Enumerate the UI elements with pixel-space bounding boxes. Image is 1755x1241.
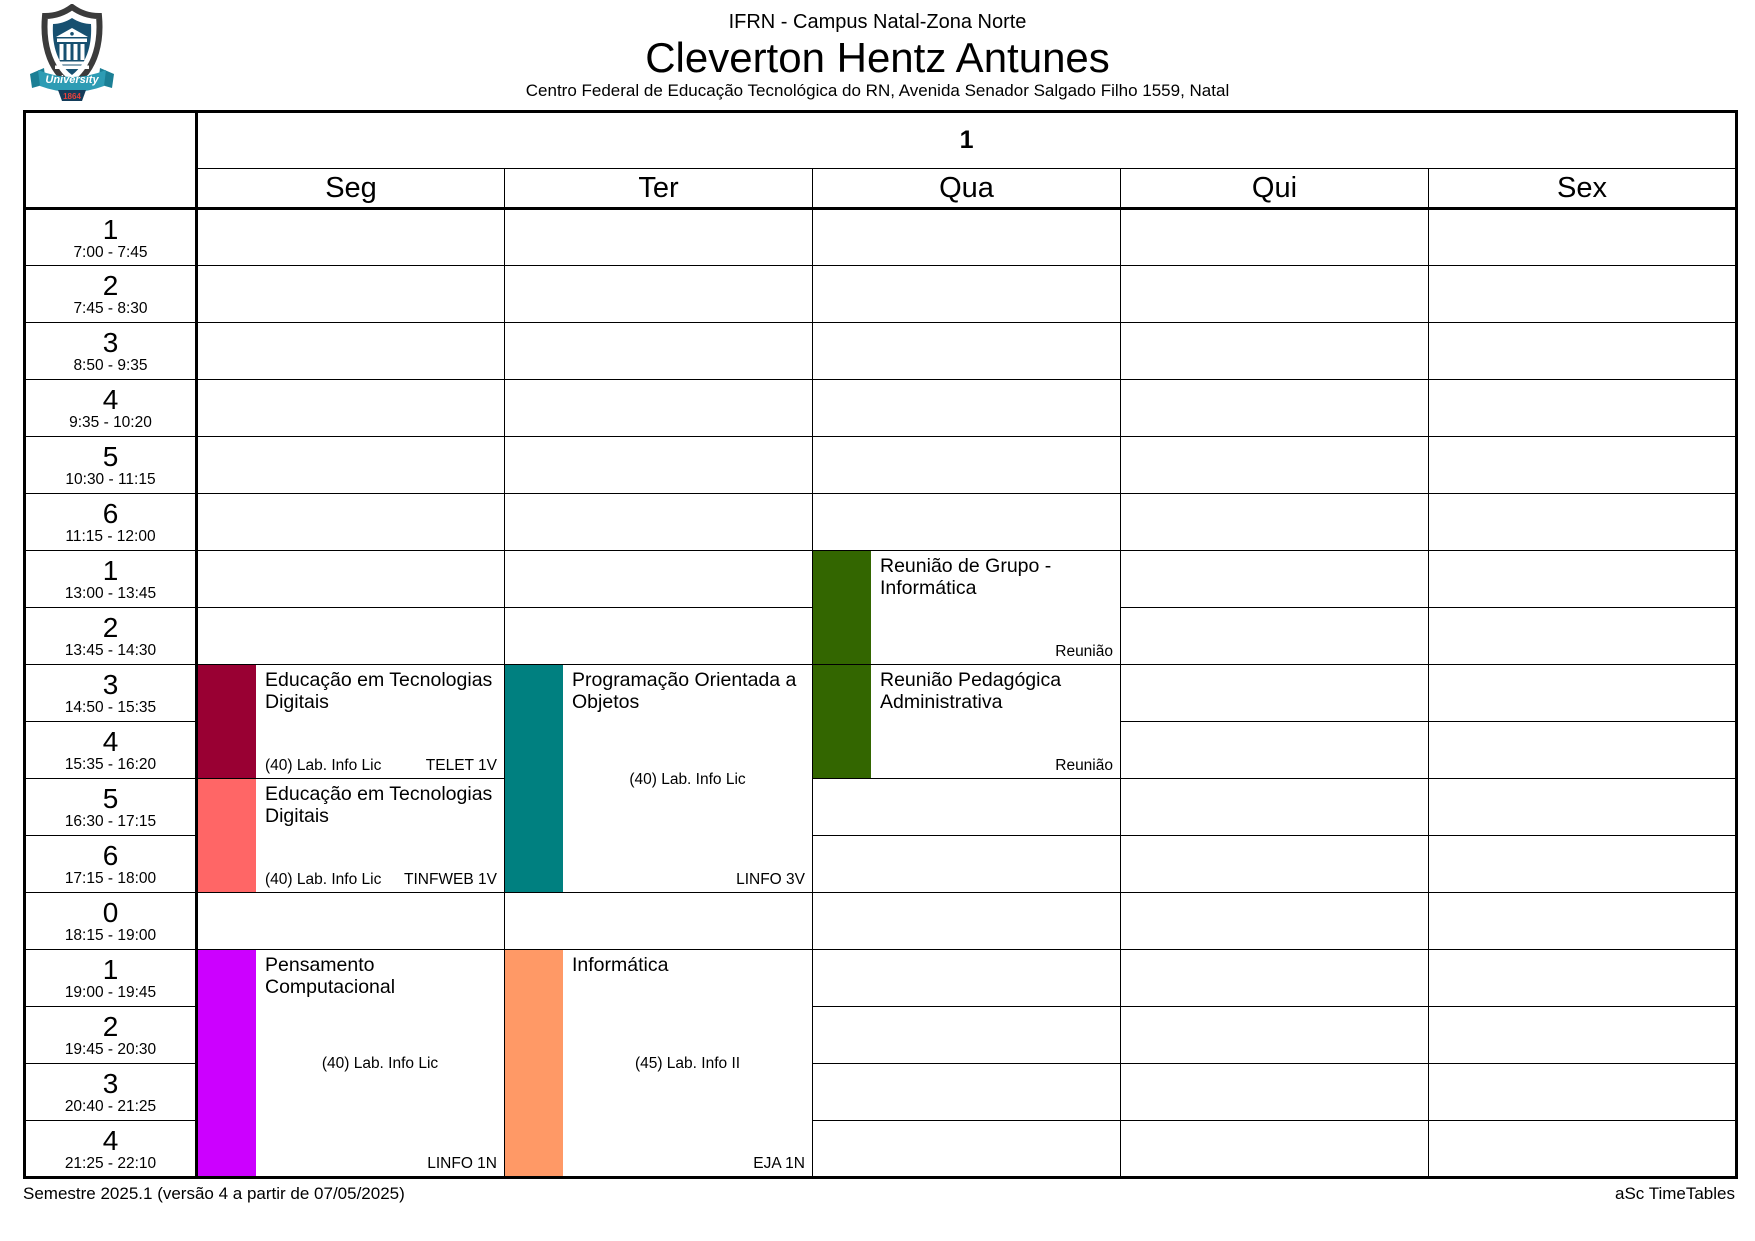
- empty-slot: [197, 266, 505, 323]
- empty-slot: [505, 209, 813, 266]
- empty-slot: [505, 893, 813, 950]
- empty-slot: [1429, 323, 1737, 380]
- footer-semester: Semestre 2025.1 (versão 4 a partir de 07/05/2025): [23, 1184, 405, 1203]
- corner-cell: [25, 112, 197, 209]
- empty-slot: [1121, 608, 1429, 665]
- empty-slot: [505, 494, 813, 551]
- logo-banner-text: University: [45, 74, 99, 86]
- event-color-bar: [198, 779, 256, 892]
- period-label: [25, 1121, 197, 1178]
- report-header: [0, 0, 1755, 101]
- empty-slot: [1121, 1064, 1429, 1121]
- event-title: Reunião de Grupo - Informática: [880, 555, 1052, 599]
- period-label: [25, 779, 197, 836]
- empty-slot: [505, 437, 813, 494]
- event-title: Programação Orientada a Objetos: [572, 669, 797, 713]
- period-time: 20:40 - 21:25: [64, 1098, 157, 1115]
- group-header: 1: [197, 112, 1737, 169]
- empty-slot: [813, 209, 1121, 266]
- empty-slot: [813, 1007, 1121, 1064]
- period-label: [25, 209, 197, 266]
- period-label: [25, 1064, 197, 1121]
- event-cell: [505, 950, 813, 1178]
- empty-slot: [197, 323, 505, 380]
- university-logo: [24, 4, 120, 108]
- period-label: [25, 722, 197, 779]
- logo-year-text: 1864: [63, 92, 81, 101]
- period-number: 5: [102, 783, 119, 814]
- period-number: 2: [102, 612, 119, 643]
- event-cell: [197, 950, 505, 1178]
- empty-slot: [197, 551, 505, 608]
- period-label: [25, 380, 197, 437]
- event-color-bar: [813, 665, 871, 778]
- empty-slot: [1121, 836, 1429, 893]
- period-label: [25, 665, 197, 722]
- event-color-bar: [505, 950, 563, 1176]
- event-group: EJA 1N: [753, 1155, 805, 1172]
- empty-slot: [505, 323, 813, 380]
- event-room: (40) Lab. Info Lic: [265, 871, 382, 888]
- empty-slot: [1429, 209, 1737, 266]
- empty-slot: [1121, 893, 1429, 950]
- event-cell: [197, 665, 505, 779]
- event-room: (40) Lab. Info Lic: [265, 757, 382, 774]
- empty-slot: [1429, 1007, 1737, 1064]
- empty-slot: [1121, 551, 1429, 608]
- empty-slot: [197, 893, 505, 950]
- event-group: LINFO 1N: [427, 1155, 497, 1172]
- event-room: (40) Lab. Info Lic: [629, 770, 746, 788]
- event-color-bar: [198, 950, 256, 1176]
- empty-slot: [1429, 494, 1737, 551]
- empty-slot: [1429, 950, 1737, 1007]
- event-title: Educação em Tecnologias Digitais: [265, 669, 493, 713]
- empty-slot: [505, 266, 813, 323]
- event-room: (40) Lab. Info Lic: [321, 1055, 439, 1072]
- period-time: 15:35 - 16:20: [64, 756, 157, 773]
- event-block[interactable]: [198, 950, 504, 1176]
- period-time: 8:50 - 9:35: [73, 357, 148, 374]
- day-header-seg: Seg: [197, 169, 505, 209]
- day-header-ter: Ter: [505, 169, 813, 209]
- empty-slot: [197, 437, 505, 494]
- empty-slot: [505, 380, 813, 437]
- event-room: (45) Lab. Info II: [634, 1055, 741, 1072]
- empty-slot: [813, 494, 1121, 551]
- period-time: 19:00 - 19:45: [64, 984, 157, 1001]
- empty-slot: [1429, 437, 1737, 494]
- empty-slot: [1121, 779, 1429, 836]
- event-block[interactable]: [505, 665, 812, 892]
- empty-slot: [1429, 608, 1737, 665]
- event-block[interactable]: [813, 551, 1120, 664]
- event-group: Reunião: [1055, 757, 1113, 774]
- empty-slot: [813, 1064, 1121, 1121]
- event-cell: [813, 665, 1121, 779]
- empty-slot: [1121, 1007, 1429, 1064]
- empty-slot: [1121, 950, 1429, 1007]
- event-color-bar: [198, 665, 256, 778]
- footer-app-name: aSc TimeTables: [1615, 1184, 1735, 1203]
- timetable: [23, 110, 1738, 1179]
- empty-slot: [1121, 722, 1429, 779]
- period-number: 6: [102, 498, 119, 529]
- empty-slot: [813, 893, 1121, 950]
- period-label: [25, 950, 197, 1007]
- empty-slot: [1121, 437, 1429, 494]
- period-label: [25, 1007, 197, 1064]
- event-block[interactable]: [505, 950, 812, 1176]
- period-time: 7:45 - 8:30: [73, 300, 148, 317]
- event-title: Pensamento Computacional: [265, 954, 396, 998]
- period-label: [25, 266, 197, 323]
- empty-slot: [813, 1121, 1121, 1178]
- period-time: 21:25 - 22:10: [64, 1154, 157, 1172]
- empty-slot: [813, 836, 1121, 893]
- empty-slot: [813, 779, 1121, 836]
- empty-slot: [813, 323, 1121, 380]
- event-title: Educação em Tecnologias Digitais: [265, 783, 493, 827]
- institution-title: IFRN - Campus Natal-Zona Norte: [728, 11, 1027, 33]
- event-block[interactable]: [198, 779, 504, 892]
- period-number: 1: [102, 213, 119, 245]
- day-header-qui: Qui: [1121, 169, 1429, 209]
- empty-slot: [1121, 323, 1429, 380]
- empty-slot: [1429, 722, 1737, 779]
- period-time: 9:35 - 10:20: [69, 414, 152, 431]
- empty-slot: [1429, 893, 1737, 950]
- period-time: 17:15 - 18:00: [64, 870, 157, 887]
- empty-slot: [1121, 380, 1429, 437]
- empty-slot: [1429, 836, 1737, 893]
- event-color-bar: [505, 665, 563, 892]
- day-header-qua: Qua: [813, 169, 1121, 209]
- teacher-name: Cleverton Hentz Antunes: [645, 34, 1110, 81]
- empty-slot: [813, 380, 1121, 437]
- period-number: 4: [102, 384, 119, 415]
- period-number: 3: [102, 1068, 119, 1099]
- empty-slot: [1121, 1121, 1429, 1178]
- empty-slot: [197, 209, 505, 266]
- event-block[interactable]: [198, 665, 504, 778]
- empty-slot: [505, 608, 813, 665]
- period-label: [25, 608, 197, 665]
- event-block[interactable]: [813, 665, 1120, 778]
- event-group: LINFO 3V: [736, 871, 805, 888]
- empty-slot: [1429, 665, 1737, 722]
- period-number: 3: [102, 327, 119, 358]
- period-number: 4: [102, 1124, 119, 1156]
- empty-slot: [1121, 665, 1429, 722]
- empty-slot: [197, 380, 505, 437]
- event-title: Informática: [572, 954, 669, 976]
- period-number: 3: [102, 669, 119, 700]
- period-number: 5: [102, 441, 119, 472]
- event-color-bar: [813, 551, 871, 664]
- empty-slot: [197, 494, 505, 551]
- period-number: 6: [102, 840, 119, 871]
- period-number: 2: [102, 1011, 119, 1042]
- empty-slot: [1121, 266, 1429, 323]
- period-time: 13:00 - 13:45: [64, 585, 157, 602]
- empty-slot: [1429, 380, 1737, 437]
- event-group: Reunião: [1055, 643, 1113, 660]
- empty-slot: [813, 437, 1121, 494]
- period-number: 1: [102, 954, 119, 985]
- empty-slot: [197, 608, 505, 665]
- address-line: Centro Federal de Educação Tecnológica do RN, Avenida Senador Salgado Filho 1559, Natal: [525, 81, 1230, 100]
- empty-slot: [1429, 1121, 1737, 1178]
- period-number: 4: [102, 726, 119, 757]
- empty-slot: [1429, 266, 1737, 323]
- period-time: 13:45 - 14:30: [64, 642, 157, 659]
- period-label: [25, 494, 197, 551]
- period-time: 10:30 - 11:15: [65, 471, 156, 488]
- event-group: TELET 1V: [425, 757, 497, 774]
- period-label: [25, 323, 197, 380]
- empty-slot: [1121, 494, 1429, 551]
- event-cell: [505, 665, 813, 893]
- period-number: 0: [102, 897, 119, 928]
- period-label: [25, 893, 197, 950]
- period-label: [25, 437, 197, 494]
- empty-slot: [813, 266, 1121, 323]
- period-time: 18:15 - 19:00: [64, 927, 157, 944]
- period-label: [25, 836, 197, 893]
- empty-slot: [1429, 779, 1737, 836]
- empty-slot: [813, 950, 1121, 1007]
- day-header-sex: Sex: [1429, 169, 1737, 209]
- event-title: Reunião Pedagógica Administrativa: [880, 669, 1062, 713]
- period-time: 7:00 - 7:45: [73, 243, 148, 261]
- period-time: 19:45 - 20:30: [64, 1041, 157, 1058]
- empty-slot: [505, 551, 813, 608]
- period-number: 1: [102, 555, 119, 586]
- page-footer: [23, 1184, 1735, 1204]
- empty-slot: [1429, 1064, 1737, 1121]
- event-cell: [197, 779, 505, 893]
- empty-slot: [1121, 209, 1429, 266]
- event-cell: [813, 551, 1121, 665]
- period-time: 16:30 - 17:15: [64, 813, 157, 830]
- period-time: 14:50 - 15:35: [64, 699, 157, 716]
- period-label: [25, 551, 197, 608]
- period-number: 2: [102, 270, 119, 301]
- empty-slot: [1429, 551, 1737, 608]
- period-time: 11:15 - 12:00: [65, 528, 156, 545]
- event-group: TINFWEB 1V: [403, 871, 497, 888]
